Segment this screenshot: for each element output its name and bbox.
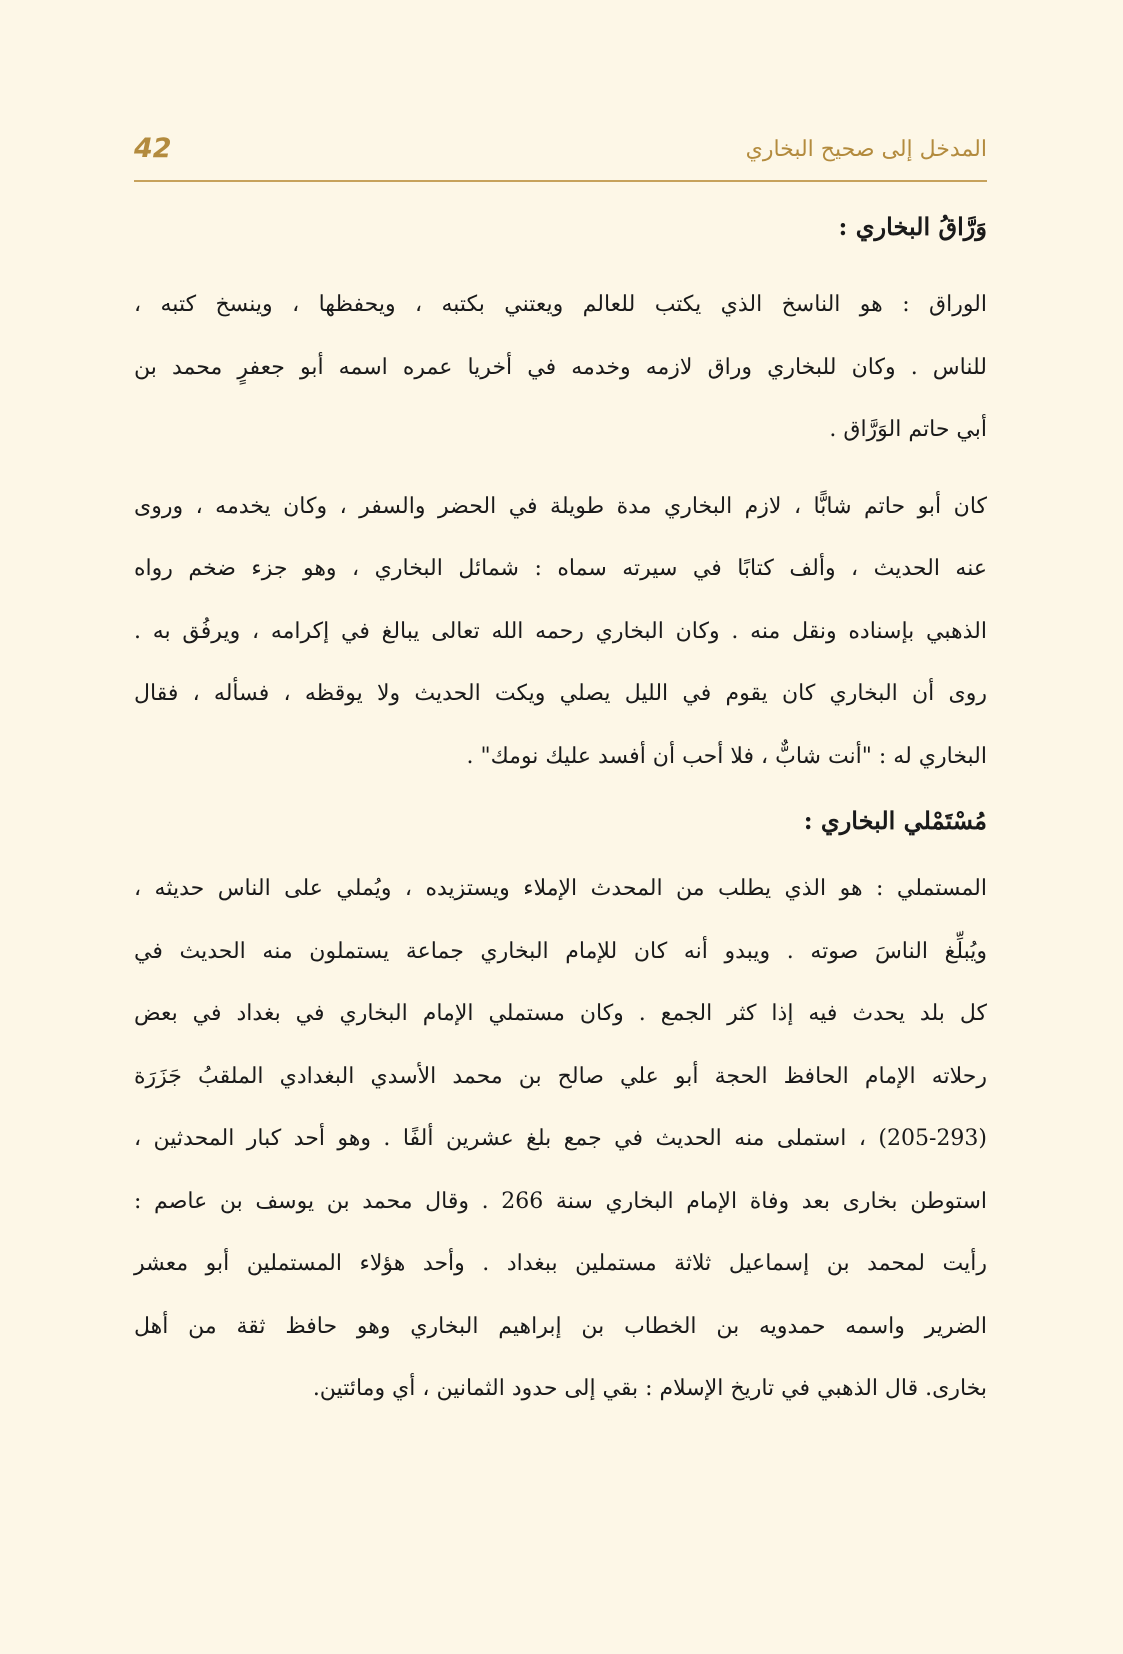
text-line: الوراق : هو الناسخ الذي يكتب للعالم ويعتني بكتبه ، ويحفظها ، وينسخ كتبه ،: [134, 292, 987, 317]
paragraph: [134, 858, 987, 1421]
book-title: المدخل إلى صحيح البخاري: [745, 137, 987, 162]
page-number: 42: [134, 133, 172, 164]
section-heading-mustamli: مُسْتَمْلي البخاري :: [803, 806, 987, 835]
paragraph: [134, 274, 987, 462]
section-heading-warraq: وَرَّاقُ البخاري :: [838, 212, 987, 241]
text-line: الذهبي بإسناده ونقل منه . وكان البخاري رحمه الله تعالى يبالغ في إكرامه ، ويرفُق به .: [134, 618, 987, 644]
text-line: ويُبلِّغ الناسَ صوته . ويبدو أنه كان للإمام البخاري جماعة يستملون منه الحديث في: [134, 938, 987, 964]
text-line: الضرير واسمه حمدويه بن الخطاب بن إبراهيم البخاري وهو حافظ ثقة من أهل: [134, 1313, 987, 1339]
book-page: [134, 0, 987, 1654]
text-line: المستملي : هو الذي يطلب من المحدث الإملاء ويستزيده ، ويُملي على الناس حديثه ،: [134, 876, 987, 901]
text-line: رأيت لمحمد بن إسماعيل ثلاثة مستملين ببغداد . وأحد هؤلاء المستملين أبو معشر: [134, 1251, 987, 1276]
text-line: رحلاته الإمام الحافظ الحجة أبو علي صالح بن محمد الأسدي البغدادي الملقبُ جَزَرَة: [134, 1063, 987, 1089]
running-header: [134, 133, 987, 175]
text-line: بخارى. قال الذهبي في تاريخ الإسلام : بقي إلى حدود الثمانين ، أي ومائتين.: [312, 1376, 987, 1401]
page-body: [134, 202, 987, 1421]
text-line: البخاري له : "أنت شابٌّ ، فلا أحب أن أفسد عليك نومك" .: [466, 743, 987, 769]
header-divider: [134, 180, 987, 182]
text-line: استوطن بخارى بعد وفاة الإمام البخاري سنة 266 . وقال محمد بن يوسف بن عاصم :: [134, 1188, 987, 1214]
text-line: كان أبو حاتم شابًّا ، لازم البخاري مدة طويلة في الحضر والسفر ، وكان يخدمه ، وروى: [134, 493, 987, 519]
text-line: أبي حاتم الوَرَّاق .: [829, 417, 987, 442]
paragraph: [134, 476, 987, 789]
text-line: (205-293) ، استملى منه الحديث في جمع بلغ عشرين ألفًا . وهو أحد كبار المحدثين ،: [134, 1126, 987, 1151]
text-line: للناس . وكان للبخاري وراق لازمه وخدمه في أخريا عمره اسمه أبو جعفرٍ محمد بن: [134, 354, 987, 380]
text-line: روى أن البخاري كان يقوم في الليل يصلي ويكت الحديث ولا يوقظه ، فسأله ، فقال: [134, 681, 987, 706]
text-line: كل بلد يحدث فيه إذا كثر الجمع . وكان مستملي الإمام البخاري في بغداد في بعض: [134, 1001, 987, 1026]
text-line: عنه الحديث ، وألف كتابًا في سيرته سماه : شمائل البخاري ، وهو جزء ضخم رواه: [134, 556, 987, 581]
